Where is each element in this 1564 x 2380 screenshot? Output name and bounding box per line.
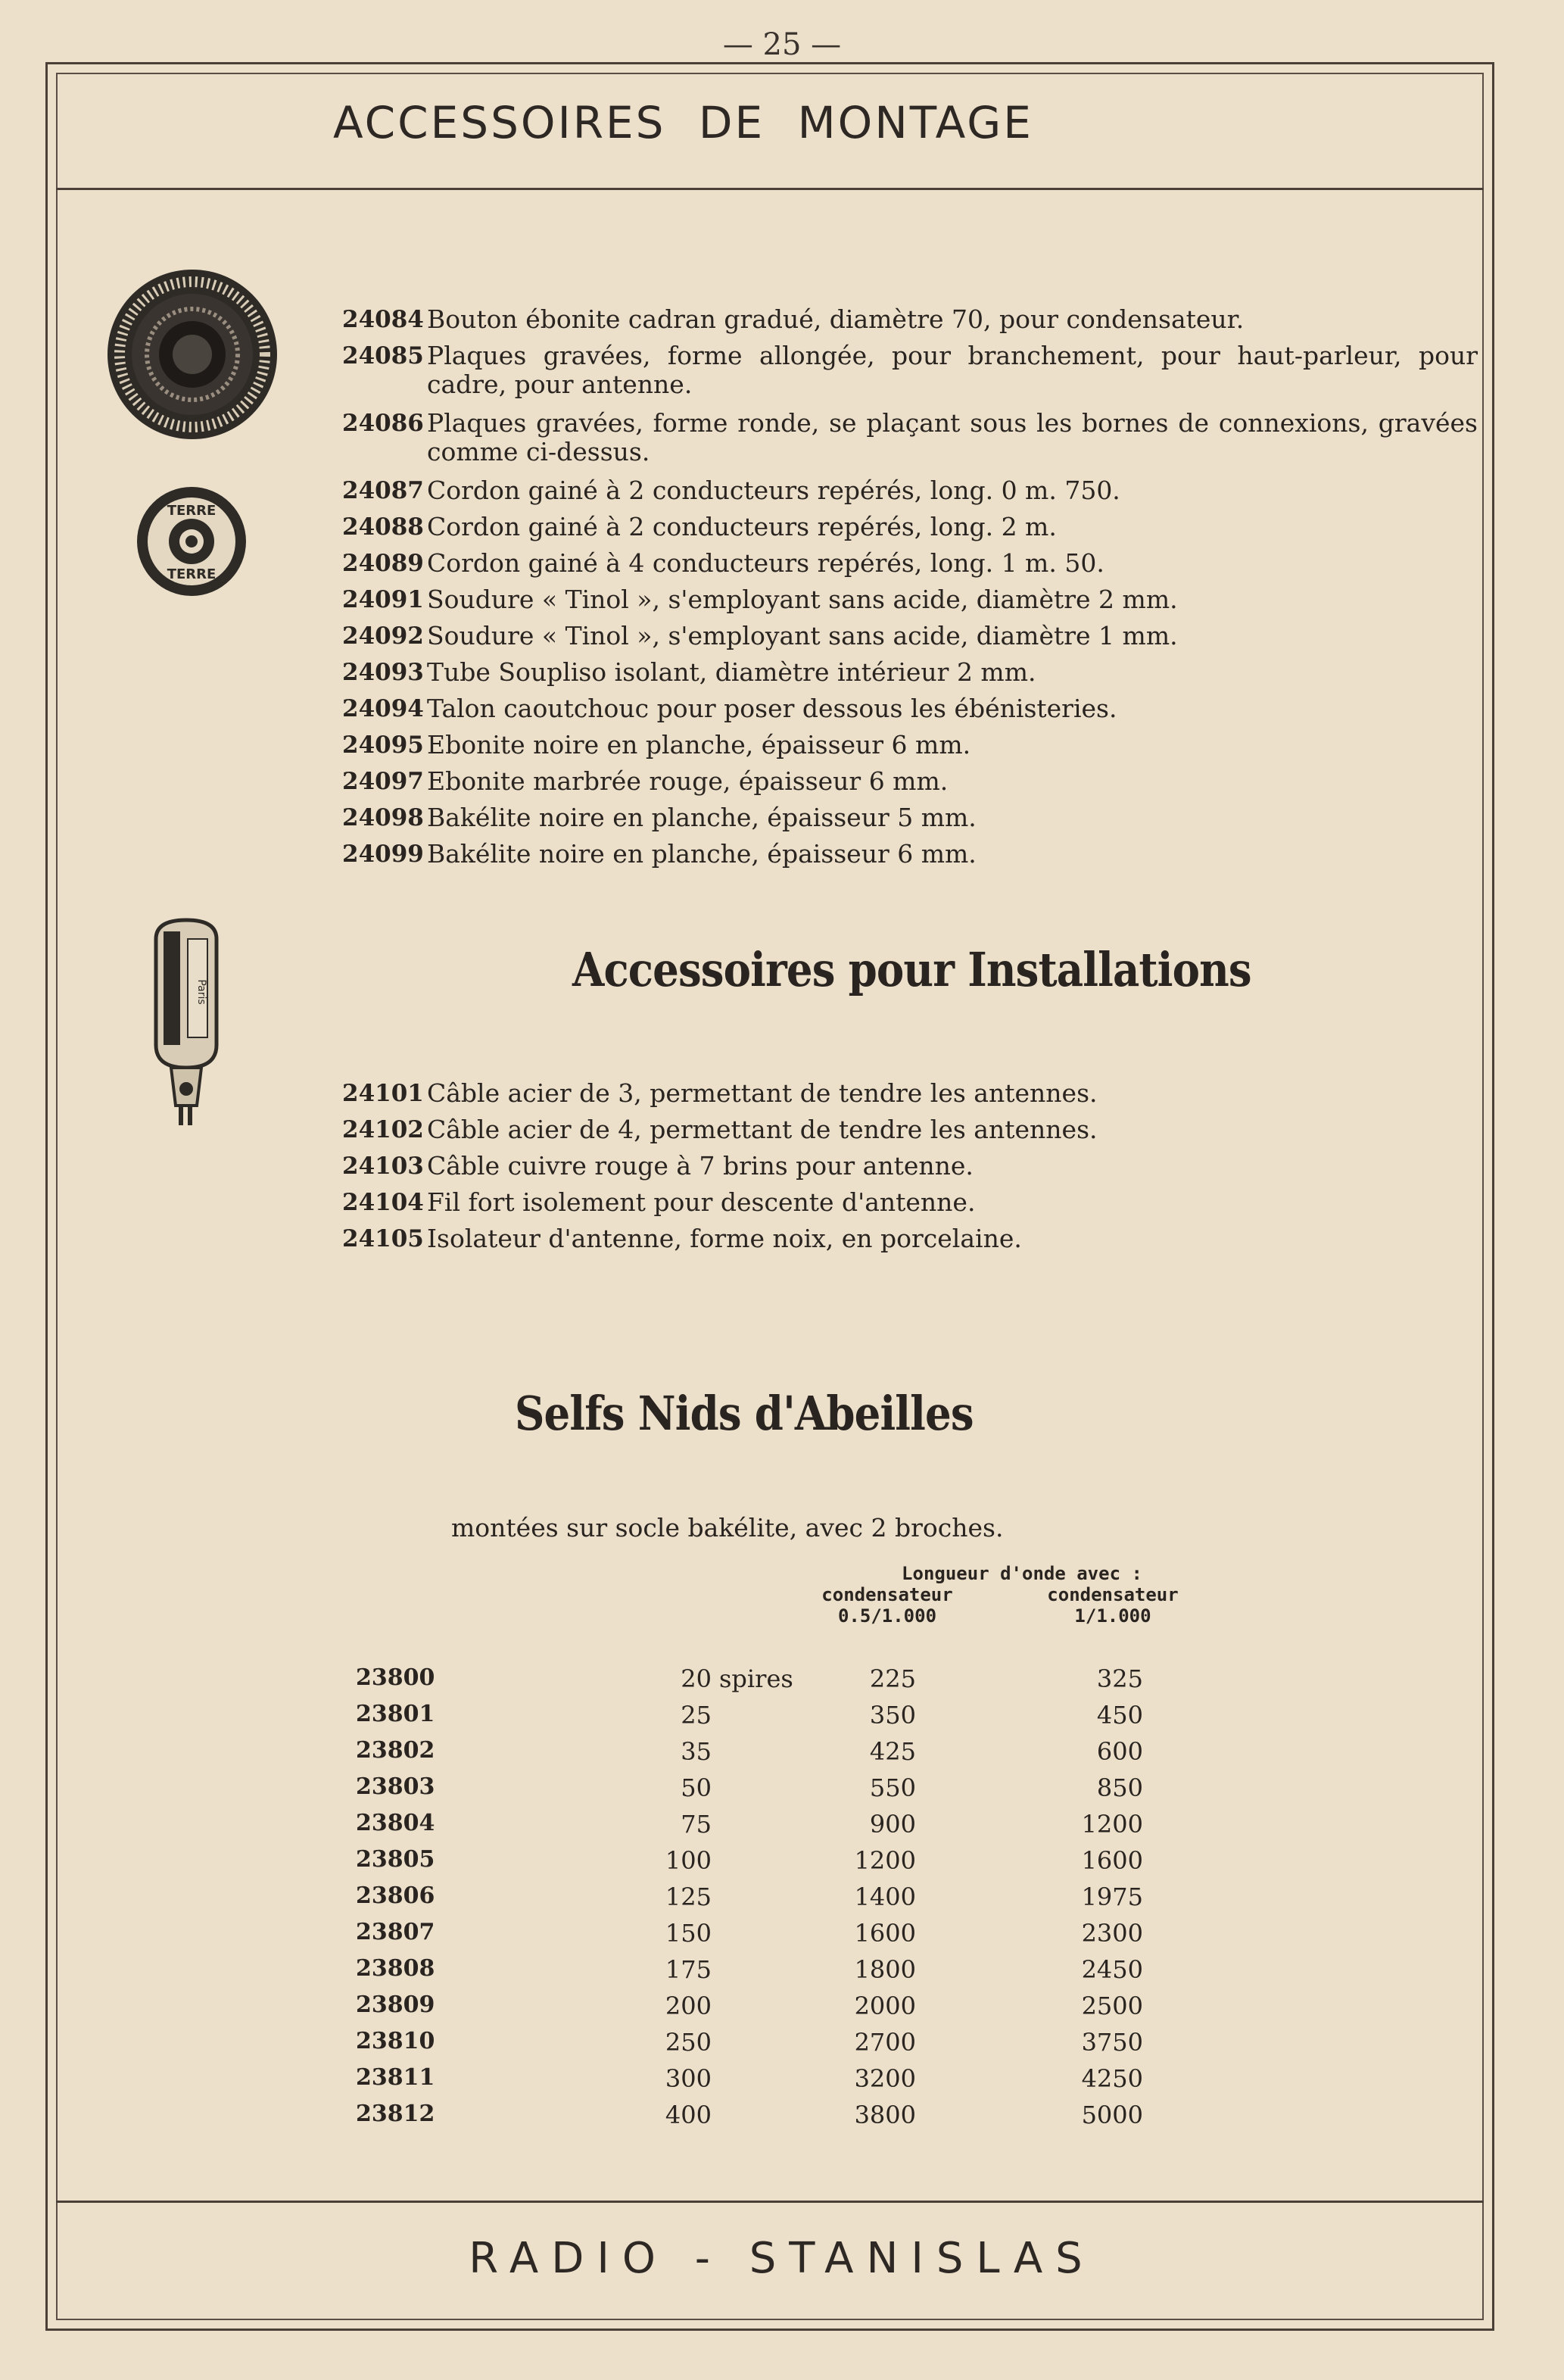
item-description: Câble cuivre rouge à 7 brins pour antenne.	[427, 1151, 974, 1181]
selfs-subtitle: montées sur socle bakélite, avec 2 broches.	[451, 1513, 1004, 1542]
list-item	[342, 763, 1478, 800]
row-spires: 20	[681, 1664, 712, 1693]
row-spires: 100	[665, 1846, 712, 1875]
item-code: 24092	[342, 622, 424, 650]
item-code: 24089	[342, 550, 424, 577]
row-wavelength-b: 1600	[1081, 1846, 1143, 1875]
item-description: Câble acier de 3, permettant de tendre les antennes.	[427, 1078, 1098, 1108]
list-item	[342, 1075, 1478, 1112]
row-spires: 175	[665, 1955, 712, 1984]
list-item	[342, 691, 1478, 727]
row-wavelength-b: 450	[1096, 1701, 1143, 1730]
isolator-label: Paris	[195, 979, 207, 1005]
row-code: 23804	[356, 1810, 435, 1836]
installations-item-list	[342, 1075, 1478, 1257]
column-b-value: 1/1.000	[1074, 1605, 1151, 1627]
row-wavelength-a: 1200	[854, 1846, 916, 1875]
wavelength-header: Longueur d'onde avec :	[902, 1563, 1142, 1584]
item-description: Soudure « Tinol », s'employant sans acide, diamètre 2 mm.	[427, 585, 1178, 614]
list-item	[342, 1184, 1478, 1221]
item-description: Bakélite noire en planche, épaisseur 5 mm.	[427, 803, 977, 832]
page-number: — 25 —	[722, 27, 842, 62]
item-code: 24091	[342, 586, 424, 613]
item-description: Cordon gainé à 2 conducteurs repérés, long. 2 m.	[427, 512, 1057, 541]
row-wavelength-b: 1975	[1081, 1882, 1143, 1911]
item-description: Cordon gainé à 2 conducteurs repérés, long. 0 m. 750.	[427, 476, 1120, 505]
item-code: 24104	[342, 1189, 424, 1216]
row-code: 23812	[356, 2101, 435, 2127]
row-spires: 125	[665, 1882, 712, 1911]
item-description: Plaques gravées, forme ronde, se plaçant sous les bornes de connexions, gravées comme ci-dessus.	[427, 408, 1478, 466]
item-code: 24102	[342, 1116, 424, 1143]
row-wavelength-b: 2300	[1081, 1919, 1143, 1948]
row-code: 23800	[356, 1664, 435, 1691]
row-wavelength-a: 425	[869, 1737, 916, 1766]
footer-brand: RADIO - STANISLAS	[469, 2234, 1095, 2283]
row-wavelength-a: 2700	[854, 2028, 916, 2057]
item-description: Soudure « Tinol », s'employant sans acide, diamètre 1 mm.	[427, 621, 1178, 650]
item-description: Isolateur d'antenne, forme noix, en porcelaine.	[427, 1224, 1022, 1253]
item-description: Ebonite marbrée rouge, épaisseur 6 mm.	[427, 766, 949, 796]
row-spires: 400	[665, 2101, 712, 2129]
item-description: Plaques gravées, forme allongée, pour branchement, pour haut-parleur, pour cadre, pour antenne.	[427, 341, 1478, 399]
list-item	[342, 405, 1478, 466]
row-wavelength-a: 1400	[854, 1882, 916, 1911]
list-item	[342, 582, 1478, 618]
item-code: 24084	[342, 306, 424, 333]
row-wavelength-b: 2500	[1081, 1992, 1143, 2020]
row-wavelength-a: 350	[869, 1701, 916, 1730]
list-item	[342, 1112, 1478, 1148]
item-code: 24105	[342, 1225, 424, 1252]
row-code: 23801	[356, 1701, 435, 1727]
list-item	[342, 301, 1478, 338]
row-spires: 75	[681, 1810, 712, 1839]
page-title: ACCESSOIRES DE MONTAGE	[333, 97, 1033, 148]
row-spires: 25	[681, 1701, 712, 1730]
item-description: Tube Soupliso isolant, diamètre intérieur 2 mm.	[427, 657, 1036, 687]
item-description: Bouton ébonite cadran gradué, diamètre 70, pour condensateur.	[427, 304, 1245, 334]
list-item	[342, 618, 1478, 654]
list-item	[342, 654, 1478, 691]
list-item	[342, 836, 1478, 872]
dial-knob-illustration	[104, 267, 280, 442]
item-description: Talon caoutchouc pour poser dessous les ébénisteries.	[427, 694, 1117, 723]
row-wavelength-a: 2000	[854, 1992, 916, 2020]
row-spires: 50	[681, 1773, 712, 1802]
installations-title: Accessoires pour Installations	[572, 942, 1251, 997]
row-spires: 250	[665, 2028, 712, 2057]
row-wavelength-b: 5000	[1081, 2101, 1143, 2129]
list-item	[342, 509, 1478, 545]
item-code: 24097	[342, 768, 424, 795]
footer-divider	[56, 2201, 1484, 2203]
row-spires: 200	[665, 1992, 712, 2020]
row-spires: 150	[665, 1919, 712, 1948]
terre-label-bottom: TERRE	[167, 566, 217, 582]
column-b-header	[999, 1584, 1226, 1627]
item-code: 24086	[342, 410, 424, 437]
terre-label-top: TERRE	[167, 503, 217, 519]
row-wavelength-b: 4250	[1081, 2064, 1143, 2093]
column-b-label: condensateur	[1047, 1584, 1179, 1605]
item-description: Bakélite noire en planche, épaisseur 6 mm.	[427, 839, 977, 869]
item-code: 24103	[342, 1153, 424, 1180]
isolator-illustration	[141, 916, 232, 1128]
row-code: 23811	[356, 2064, 435, 2091]
item-code: 24098	[342, 804, 424, 831]
item-description: Câble acier de 4, permettant de tendre les antennes.	[427, 1115, 1098, 1144]
list-item	[342, 338, 1478, 399]
item-description: Cordon gainé à 4 conducteurs repérés, long. 1 m. 50.	[427, 548, 1104, 578]
row-wavelength-b: 3750	[1081, 2028, 1143, 2057]
list-item	[342, 1148, 1478, 1184]
column-a-value: 0.5/1.000	[837, 1605, 937, 1627]
row-spires: 300	[665, 2064, 712, 2093]
item-code: 24088	[342, 513, 424, 541]
row-wavelength-b: 1200	[1081, 1810, 1143, 1839]
list-item	[342, 545, 1478, 582]
spires-unit: spires	[719, 1664, 793, 1693]
row-spires: 35	[681, 1737, 712, 1766]
row-wavelength-a: 1800	[854, 1955, 916, 1984]
item-code: 24093	[342, 659, 424, 686]
item-code: 24085	[342, 342, 424, 370]
list-item	[342, 1221, 1478, 1257]
header-divider	[56, 188, 1484, 190]
terre-plate-illustration	[135, 485, 248, 598]
row-wavelength-b: 2450	[1081, 1955, 1143, 1984]
item-code: 24087	[342, 477, 424, 504]
row-code: 23809	[356, 1992, 435, 2018]
row-wavelength-b: 325	[1096, 1664, 1143, 1693]
row-wavelength-b: 850	[1096, 1773, 1143, 1802]
row-wavelength-a: 225	[869, 1664, 916, 1693]
list-item	[342, 727, 1478, 763]
row-wavelength-a: 900	[869, 1810, 916, 1839]
montage-item-list	[342, 301, 1478, 872]
selfs-title: Selfs Nids d'Abeilles	[515, 1386, 974, 1441]
row-code: 23802	[356, 1737, 435, 1764]
row-code: 23810	[356, 2028, 435, 2054]
item-description: Fil fort isolement pour descente d'antenne.	[427, 1187, 976, 1217]
list-item	[342, 473, 1478, 509]
item-code: 24095	[342, 731, 424, 759]
column-a-label: condensateur	[821, 1584, 953, 1605]
row-code: 23808	[356, 1955, 435, 1982]
row-wavelength-b: 600	[1096, 1737, 1143, 1766]
row-code: 23805	[356, 1846, 435, 1873]
item-code: 24099	[342, 841, 424, 868]
row-code: 23803	[356, 1773, 435, 1800]
row-code: 23806	[356, 1882, 435, 1909]
row-code: 23807	[356, 1919, 435, 1945]
item-description: Ebonite noire en planche, épaisseur 6 mm.	[427, 730, 971, 760]
row-wavelength-a: 1600	[854, 1919, 916, 1948]
list-item	[342, 800, 1478, 836]
row-wavelength-a: 3200	[854, 2064, 916, 2093]
row-wavelength-a: 550	[869, 1773, 916, 1802]
item-code: 24094	[342, 695, 424, 722]
column-a-header	[774, 1584, 1001, 1627]
item-code: 24101	[342, 1080, 424, 1107]
row-wavelength-a: 3800	[854, 2101, 916, 2129]
